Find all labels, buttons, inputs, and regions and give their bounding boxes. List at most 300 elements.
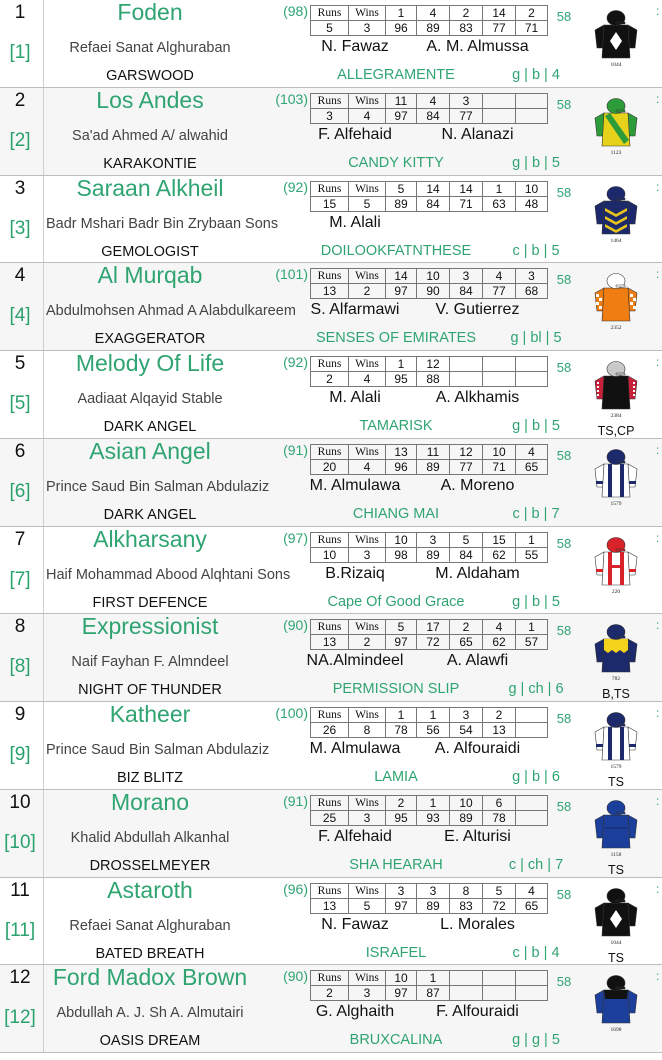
scroll-edge-marker: :	[656, 355, 660, 369]
wins-count: 8	[349, 723, 386, 738]
dam-name: ISRAFEL	[365, 944, 427, 961]
recent-rating: 97	[386, 986, 417, 1001]
runs-count: 10	[311, 547, 349, 562]
sire-name: DROSSELMEYER	[89, 857, 211, 874]
saddle-number: 9	[14, 704, 26, 725]
horse-name[interactable]: Saraan Alkheil	[76, 174, 224, 201]
recent-rating	[450, 372, 483, 387]
wins-count: 3	[349, 547, 386, 562]
equipment-codes: TS	[608, 862, 624, 877]
dam-name: PERMISSION SLIP	[332, 681, 460, 698]
equipment-codes: B,TS	[602, 687, 630, 702]
saddle-number: 7	[14, 528, 26, 550]
recent-position: 3	[417, 883, 450, 898]
rating-row	[311, 108, 548, 123]
runner-row[interactable]	[0, 176, 662, 264]
form-stats-table	[310, 532, 548, 563]
recent-position: 1	[386, 708, 417, 723]
wins-label: Wins	[349, 708, 386, 723]
jockey-name: F. Alfouraidi	[436, 1003, 519, 1021]
horse-name[interactable]: Morano	[111, 788, 189, 815]
equipment-codes: TS	[608, 775, 624, 789]
horse-name[interactable]: Katheer	[109, 701, 191, 727]
jockey-name: A. M. Almussa	[426, 38, 529, 55]
recent-position: 2	[516, 6, 548, 21]
recent-rating: 89	[417, 459, 450, 474]
recent-rating: 97	[386, 635, 417, 650]
form-stats-table	[310, 795, 548, 826]
carried-weight: 58	[556, 623, 572, 639]
barrier-draw: [8]	[9, 656, 31, 678]
horse-name[interactable]: Astaroth	[107, 876, 193, 903]
silks-code: 1158	[610, 851, 622, 858]
recent-rating: 77	[483, 21, 516, 36]
saddle-number: 8	[14, 616, 26, 638]
form-stats-table	[310, 619, 548, 650]
runner-row[interactable]	[0, 527, 662, 615]
recent-rating	[516, 723, 548, 738]
runner-row[interactable]	[0, 965, 662, 1053]
sex-colour-age: c | b | 7	[512, 505, 560, 522]
owner-name: Haif Mohammad Abood Alqhtani Sons	[46, 566, 291, 583]
form-row	[311, 6, 548, 21]
carried-weight: 58	[556, 96, 572, 112]
barrier-draw: [9]	[9, 744, 31, 765]
form-row	[311, 269, 548, 284]
equipment-codes: TS	[608, 950, 624, 965]
form-row	[311, 357, 548, 372]
runner-row[interactable]	[0, 88, 662, 176]
wins-label: Wins	[349, 269, 386, 284]
horse-rating: (91)	[283, 792, 308, 809]
scroll-edge-marker: :	[656, 793, 660, 808]
recent-position	[483, 971, 516, 986]
form-row	[311, 181, 548, 196]
owner-name: Refaei Sanat Alghuraban	[69, 917, 231, 934]
sire-name: BATED BREATH	[95, 945, 205, 962]
recent-position: 2	[450, 6, 483, 21]
runner-row[interactable]	[0, 439, 662, 527]
form-row	[311, 883, 548, 898]
form-stats-table	[310, 5, 548, 36]
jockey-silks-icon	[592, 447, 640, 507]
owner-name: Refaei Sanat Alghuraban	[69, 40, 231, 56]
recent-rating	[483, 108, 516, 123]
scroll-edge-marker: :	[656, 179, 660, 194]
dam-name: CANDY KITTY	[348, 154, 444, 171]
recent-position: 4	[417, 93, 450, 108]
form-stats-table	[310, 707, 548, 738]
recent-position: 3	[386, 883, 417, 898]
barrier-draw: [4]	[9, 305, 31, 327]
runs-count: 3	[311, 108, 349, 123]
saddle-number: 5	[14, 353, 26, 374]
recent-position: 1	[386, 357, 417, 372]
horse-name[interactable]: Foden	[117, 0, 183, 25]
recent-position: 13	[386, 444, 417, 459]
barrier-draw: [11]	[4, 919, 36, 941]
runs-count: 13	[311, 898, 349, 913]
recent-position	[516, 357, 548, 372]
owner-name: Sa'ad Ahmed A/ alwahid	[72, 127, 228, 144]
trainer-name: S. Alfarmawi	[310, 301, 400, 319]
sire-name: EXAGGERATOR	[94, 331, 206, 348]
recent-rating	[450, 986, 483, 1001]
recent-rating: 56	[417, 723, 450, 738]
trainer-name: G. Alghaith	[315, 1003, 395, 1021]
horse-rating: (90)	[283, 617, 308, 634]
form-row	[311, 444, 548, 459]
silks-code: 2384	[610, 413, 622, 419]
runner-row[interactable]	[0, 263, 662, 351]
trainer-name: N. Fawaz	[321, 915, 389, 933]
recent-rating: 90	[417, 284, 450, 299]
rating-row	[311, 459, 548, 474]
recent-rating: 84	[450, 284, 483, 299]
sex-colour-age: c | b | 5	[512, 242, 560, 259]
sex-colour-age: g | b | 4	[512, 67, 560, 83]
runner-row[interactable]	[0, 702, 662, 790]
jockey-name: N. Alanazi	[441, 125, 514, 143]
horse-rating: (96)	[283, 880, 308, 897]
recent-rating: 84	[417, 196, 450, 211]
rating-row	[311, 635, 548, 650]
sex-colour-age: c | b | 4	[512, 944, 560, 961]
barrier-draw: [7]	[9, 568, 31, 590]
runs-label: Runs	[311, 93, 349, 108]
recent-position: 14	[450, 181, 483, 196]
recent-position: 12	[417, 357, 450, 372]
recent-position: 3	[450, 269, 483, 284]
horse-name[interactable]: Al Murqab	[97, 262, 203, 289]
recent-rating	[483, 986, 516, 1001]
recent-position: 5	[450, 532, 483, 547]
wins-label: Wins	[349, 532, 386, 547]
recent-position: 8	[450, 883, 483, 898]
recent-rating: 93	[417, 810, 450, 825]
runner-row[interactable]	[0, 878, 662, 966]
recent-rating: 89	[450, 810, 483, 825]
horse-rating: (98)	[283, 3, 308, 19]
recent-position: 6	[483, 795, 516, 810]
wins-count: 5	[349, 196, 386, 211]
recent-position	[516, 795, 548, 810]
owner-name: Naif Fayhan F. Almndeel	[71, 654, 229, 671]
sex-colour-age: g | ch | 6	[508, 681, 564, 698]
recent-position: 14	[483, 6, 516, 21]
horse-name[interactable]: Asian Angel	[89, 437, 211, 464]
wins-label: Wins	[349, 357, 386, 372]
runs-label: Runs	[311, 708, 349, 723]
dam-name: TAMARISK	[359, 418, 433, 434]
recent-rating: 96	[386, 21, 417, 36]
jockey-silks-icon	[592, 359, 640, 419]
saddle-number: 1	[14, 2, 26, 23]
barrier-draw: [10]	[4, 831, 36, 853]
owner-name: Abdullah A. J. Sh A. Almutairi	[56, 1005, 244, 1022]
rating-row	[311, 372, 548, 387]
trainer-name: M. Alali	[329, 389, 381, 406]
recent-rating: 54	[450, 723, 483, 738]
trainer-name: N. Fawaz	[321, 38, 389, 55]
sire-name: DARK ANGEL	[103, 419, 197, 435]
runs-label: Runs	[311, 181, 349, 196]
runner-row[interactable]	[0, 351, 662, 439]
form-stats-table	[310, 356, 548, 387]
trainer-name: M. Almulawa	[309, 476, 401, 494]
recent-rating: 13	[483, 723, 516, 738]
sex-colour-age: g | b | 6	[512, 769, 560, 785]
horse-name[interactable]: Expressionist	[81, 613, 219, 640]
runner-row[interactable]	[0, 790, 662, 878]
sire-name: FIRST DEFENCE	[92, 594, 208, 611]
sex-colour-age: g | bl | 5	[510, 330, 562, 347]
jockey-name: V. Gutierrez	[435, 301, 520, 319]
owner-name: Prince Saud Bin Salman Abdulaziz	[46, 478, 270, 495]
jockey-name: E. Alturisi	[444, 827, 511, 845]
jockey-silks-icon	[592, 96, 640, 156]
recent-rating: 97	[386, 898, 417, 913]
dam-name: DOILOOKFATNTHESE	[320, 242, 472, 259]
recent-rating: 89	[417, 21, 450, 36]
carried-weight: 58	[556, 535, 572, 551]
runner-row[interactable]	[0, 0, 662, 88]
silks-code: 1123	[610, 149, 622, 156]
recent-position: 3	[417, 532, 450, 547]
trainer-name: M. Alali	[329, 213, 381, 231]
horse-name[interactable]: Los Andes	[96, 86, 204, 113]
recent-rating: 84	[417, 108, 450, 123]
silks-code: 1579	[610, 500, 622, 507]
horse-name[interactable]: Ford Madox Brown	[52, 964, 248, 991]
horse-rating: (90)	[283, 968, 308, 985]
form-row	[311, 620, 548, 635]
recent-position	[516, 971, 548, 986]
runner-row[interactable]	[0, 614, 662, 702]
recent-rating: 77	[450, 459, 483, 474]
recent-rating: 68	[516, 284, 548, 299]
saddle-number: 6	[14, 440, 26, 462]
recent-rating: 72	[417, 635, 450, 650]
sire-name: DARK ANGEL	[103, 506, 197, 523]
barrier-draw: [6]	[9, 480, 31, 502]
recent-position: 5	[386, 181, 417, 196]
barrier-draw: [2]	[9, 129, 31, 151]
wins-count: 3	[349, 986, 386, 1001]
recent-position: 17	[417, 620, 450, 635]
carried-weight: 58	[556, 9, 572, 24]
recent-position: 10	[417, 269, 450, 284]
scroll-edge-marker: :	[656, 530, 660, 545]
wins-count: 3	[349, 810, 386, 825]
recent-position: 1	[516, 620, 548, 635]
recent-rating: 57	[516, 635, 548, 650]
jockey-name: A. Alkhamis	[435, 389, 520, 406]
recent-position: 3	[450, 93, 483, 108]
scroll-edge-marker: :	[656, 618, 660, 633]
carried-weight: 58	[556, 360, 572, 375]
horse-rating: (92)	[283, 178, 308, 195]
recent-rating: 62	[483, 635, 516, 650]
dam-name: CHIANG MAI	[352, 505, 440, 522]
recent-position: 2	[483, 708, 516, 723]
recent-rating: 97	[386, 284, 417, 299]
form-row	[311, 795, 548, 810]
recent-rating: 83	[450, 898, 483, 913]
recent-position: 10	[516, 181, 548, 196]
recent-rating: 78	[483, 810, 516, 825]
jockey-silks-icon	[592, 8, 640, 68]
wins-count: 4	[349, 459, 386, 474]
recent-position	[483, 93, 516, 108]
owner-name: Abdulmohsen Ahmad A Alabdulkareem	[46, 303, 296, 320]
jockey-name: A. Alfouraidi	[434, 740, 521, 757]
recent-rating: 78	[386, 723, 417, 738]
silks-code: 782	[611, 676, 621, 683]
recent-rating	[483, 372, 516, 387]
form-row	[311, 708, 548, 723]
recent-rating: 97	[386, 108, 417, 123]
horse-rating: (92)	[283, 354, 308, 370]
scroll-edge-marker: :	[656, 706, 660, 720]
recent-rating: 65	[516, 898, 548, 913]
scroll-edge-marker: :	[656, 881, 660, 896]
recent-position: 14	[386, 269, 417, 284]
recent-rating: 95	[386, 372, 417, 387]
wins-count: 4	[349, 372, 386, 387]
barrier-draw: [1]	[9, 42, 31, 63]
form-row	[311, 532, 548, 547]
horse-name[interactable]: Melody Of Life	[75, 350, 225, 376]
scroll-edge-marker: :	[656, 4, 660, 18]
saddle-number: 11	[10, 879, 30, 901]
recent-rating: 89	[386, 196, 417, 211]
scroll-edge-marker: :	[656, 442, 660, 457]
equipment-codes: TS,CP	[597, 424, 635, 438]
silks-code: 1044	[610, 62, 622, 68]
recent-position: 12	[450, 444, 483, 459]
recent-position	[450, 357, 483, 372]
horse-name[interactable]: Alkharsany	[93, 525, 207, 552]
trainer-name: M. Almulawa	[309, 740, 401, 757]
jockey-silks-icon	[592, 886, 640, 946]
carried-weight: 58	[556, 798, 572, 814]
recent-rating: 77	[483, 284, 516, 299]
runs-label: Runs	[311, 269, 349, 284]
wins-label: Wins	[349, 795, 386, 810]
horse-rating: (97)	[283, 529, 308, 546]
recent-rating: 88	[417, 372, 450, 387]
recent-position: 4	[483, 269, 516, 284]
owner-name: Badr Mshari Badr Bin Zrybaan Sons	[46, 215, 279, 232]
recent-position: 11	[417, 444, 450, 459]
runs-count: 2	[311, 372, 349, 387]
recent-rating: 87	[417, 986, 450, 1001]
jockey-silks-icon	[592, 271, 640, 331]
recent-rating: 71	[450, 196, 483, 211]
saddle-number: 10	[9, 791, 31, 813]
carried-weight: 58	[556, 886, 572, 902]
recent-rating: 71	[516, 21, 548, 36]
trainer-name: F. Alfehaid	[318, 125, 392, 143]
runs-count: 5	[311, 21, 349, 36]
wins-label: Wins	[349, 620, 386, 635]
owner-name: Aadiaat Alqayid Stable	[77, 391, 223, 407]
trainer-name: F. Alfehaid	[318, 827, 392, 845]
jockey-silks-icon	[592, 622, 640, 682]
runs-label: Runs	[311, 883, 349, 898]
saddle-number: 12	[9, 967, 31, 989]
carried-weight: 58	[556, 184, 572, 200]
recent-position: 10	[386, 971, 417, 986]
horse-rating: (101)	[275, 266, 308, 283]
recent-rating: 98	[386, 547, 417, 562]
form-stats-table	[310, 883, 548, 914]
rating-row	[311, 547, 548, 562]
recent-position: 1	[417, 971, 450, 986]
recent-position: 3	[516, 269, 548, 284]
sex-colour-age: g | b | 5	[512, 154, 560, 171]
recent-rating: 77	[450, 108, 483, 123]
recent-position: 14	[417, 181, 450, 196]
runs-count: 2	[311, 986, 349, 1001]
recent-rating: 62	[483, 547, 516, 562]
sire-name: KARAKONTIE	[103, 155, 197, 172]
carried-weight: 58	[556, 711, 572, 726]
recent-position: 5	[483, 883, 516, 898]
recent-rating: 55	[516, 547, 548, 562]
silks-code: 2352	[610, 325, 622, 332]
recent-position: 5	[386, 620, 417, 635]
wins-label: Wins	[349, 971, 386, 986]
rating-row	[311, 723, 548, 738]
recent-position: 1	[417, 795, 450, 810]
form-stats-table	[310, 181, 548, 212]
runs-count: 15	[311, 196, 349, 211]
recent-position: 11	[386, 93, 417, 108]
trainer-name: NA.Almindeel	[306, 652, 404, 670]
recent-rating: 72	[483, 898, 516, 913]
rating-row	[311, 810, 548, 825]
silks-code: 1044	[610, 939, 622, 946]
recent-rating: 48	[516, 196, 548, 211]
recent-rating	[516, 108, 548, 123]
carried-weight: 58	[556, 974, 572, 990]
recent-rating: 84	[450, 547, 483, 562]
recent-position: 10	[483, 444, 516, 459]
recent-position: 4	[483, 620, 516, 635]
recent-rating: 83	[450, 21, 483, 36]
scroll-edge-marker: :	[656, 91, 660, 106]
sire-name: OASIS DREAM	[99, 1033, 201, 1050]
runs-label: Runs	[311, 444, 349, 459]
recent-rating	[516, 986, 548, 1001]
wins-label: Wins	[349, 6, 386, 21]
dam-name: LAMIA	[374, 769, 418, 785]
runs-label: Runs	[311, 620, 349, 635]
rating-row	[311, 284, 548, 299]
sex-colour-age: g | b | 5	[512, 418, 560, 434]
runs-count: 20	[311, 459, 349, 474]
scroll-edge-marker: :	[656, 267, 660, 282]
saddle-number: 2	[14, 89, 26, 111]
runs-label: Runs	[311, 795, 349, 810]
wins-count: 2	[349, 635, 386, 650]
barrier-draw: [5]	[9, 393, 31, 414]
recent-rating: 71	[483, 459, 516, 474]
recent-position: 2	[450, 620, 483, 635]
dam-name: ALLEGRAMENTE	[337, 67, 455, 83]
